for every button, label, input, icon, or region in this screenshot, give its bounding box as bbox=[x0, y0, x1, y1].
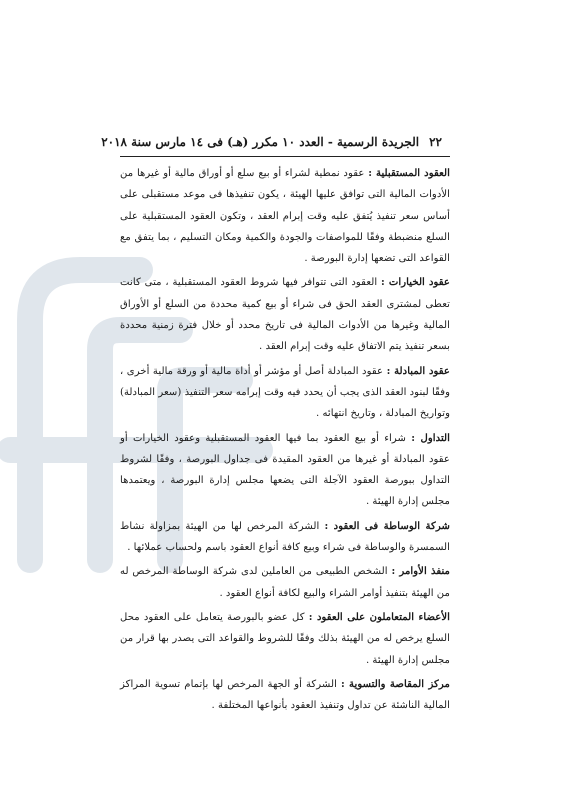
definition-term: عقود المبادلة : bbox=[386, 364, 450, 377]
definition-text: العقود التى تتوافر فيها شروط العقود المستقبلية ، متى كانت تعطى لمشترى العقد الحق فى شراء أو بيع كمية محددة من السلع أو الأوراق المالية وغيرها من الأدوات المالية فى تاريخ محدد أو خلال فترة زمنية محددة بسعر تنفيذ يتم الاتفاق عليه وقت إبرام العقد . bbox=[120, 277, 450, 353]
definition-paragraph bbox=[120, 561, 450, 604]
definition-term: التداول : bbox=[411, 431, 450, 444]
definition-text: الشركة المرخص لها من الهيئة بمزاولة نشاط السمسرة والوساطة فى شراء وبيع كافة أنواع العقود باسم ولحساب عملائها . bbox=[120, 520, 450, 554]
definition-term: شركة الوساطة فى العقود : bbox=[324, 519, 450, 532]
definition-text: الشركة أو الجهة المرخص لها بإتمام تسوية المراكز المالية الناشئة عن تداول وتنفيذ العقود بأنواعها المختلفة . bbox=[120, 678, 450, 712]
gazette-title: الجريدة الرسمية - العدد ١٠ مكرر (هـ) فى ١٤ مارس سنة ٢٠١٨ bbox=[101, 135, 420, 149]
definition-paragraph bbox=[120, 516, 450, 559]
definition-text: عقود نمطية لشراء أو بيع سلع أو أوراق مالية أو غيرها من الأدوات المالية التى توافق عليها الهيئة ، يكون تنفيذها فى موعد مستقبلى على أساس سعر تنفيذ يُتفق عليه وقت إبرام العقد ، وتكون العقود المستقبلية على السلع منضبطة وفقًا للمواصفات والجودة والكمية ومكان التسليم ، بما يتفق مع القواعد التى تضعها إدارة البورصة . bbox=[120, 168, 450, 265]
page-header bbox=[101, 131, 442, 153]
definition-text: كل عضو بالبورصة يتعامل على العقود محل السلع يرخص له من الهيئة بذلك وفقًا للشروط والقواعد التى يصدر بها قرار من مجلس إدارة الهيئة . bbox=[120, 611, 450, 666]
definition-paragraph bbox=[120, 272, 450, 357]
definition-text: شراء أو بيع العقود بما فيها العقود المستقبلية وعقود الخيارات أو عقود المبادلة أو غيرها من العقود المقيدة فى جداول البورصة ، وفقًا لشروط التداول ببورصة العقود الآجلة التى يضعها مجلس إدارة البورصة ، ويعتمدها مجلس إدارة الهيئة . bbox=[120, 432, 450, 508]
definition-paragraph bbox=[120, 361, 450, 425]
definition-text: عقود المبادلة أصل أو مؤشر أو أداة مالية أو ورقة مالية أخرى ، وفقًا لبنود العقد الذى يجب أن يحدد فيه وقت إبرامه سعر التنفيذ (سعر المبادلة) وتواريخ المبادلة ، وتاريخ انتهائه . bbox=[120, 365, 450, 420]
definition-term: عقود الخيارات : bbox=[380, 276, 451, 289]
definition-term: منفذ الأوامر : bbox=[391, 565, 451, 578]
header-divider bbox=[120, 156, 450, 157]
page-number: ٢٢ bbox=[429, 135, 442, 149]
definition-paragraph bbox=[120, 163, 450, 269]
definition-term: العقود المستقبلية : bbox=[368, 167, 450, 179]
definition-paragraph bbox=[120, 607, 450, 671]
definition-text: الشخص الطبيعى من العاملين لدى شركة الوساطة المرخص له من الهيئة بتنفيذ أوامر الشراء والبيع لكافة أنواع العقود . bbox=[120, 566, 450, 599]
definitions-body bbox=[120, 163, 450, 719]
definition-paragraph bbox=[120, 428, 450, 513]
definition-term: مركز المقاصة والتسوية : bbox=[340, 677, 450, 690]
definition-term: الأعضاء المتعاملون على العقود : bbox=[308, 610, 450, 623]
definition-paragraph bbox=[120, 674, 450, 717]
